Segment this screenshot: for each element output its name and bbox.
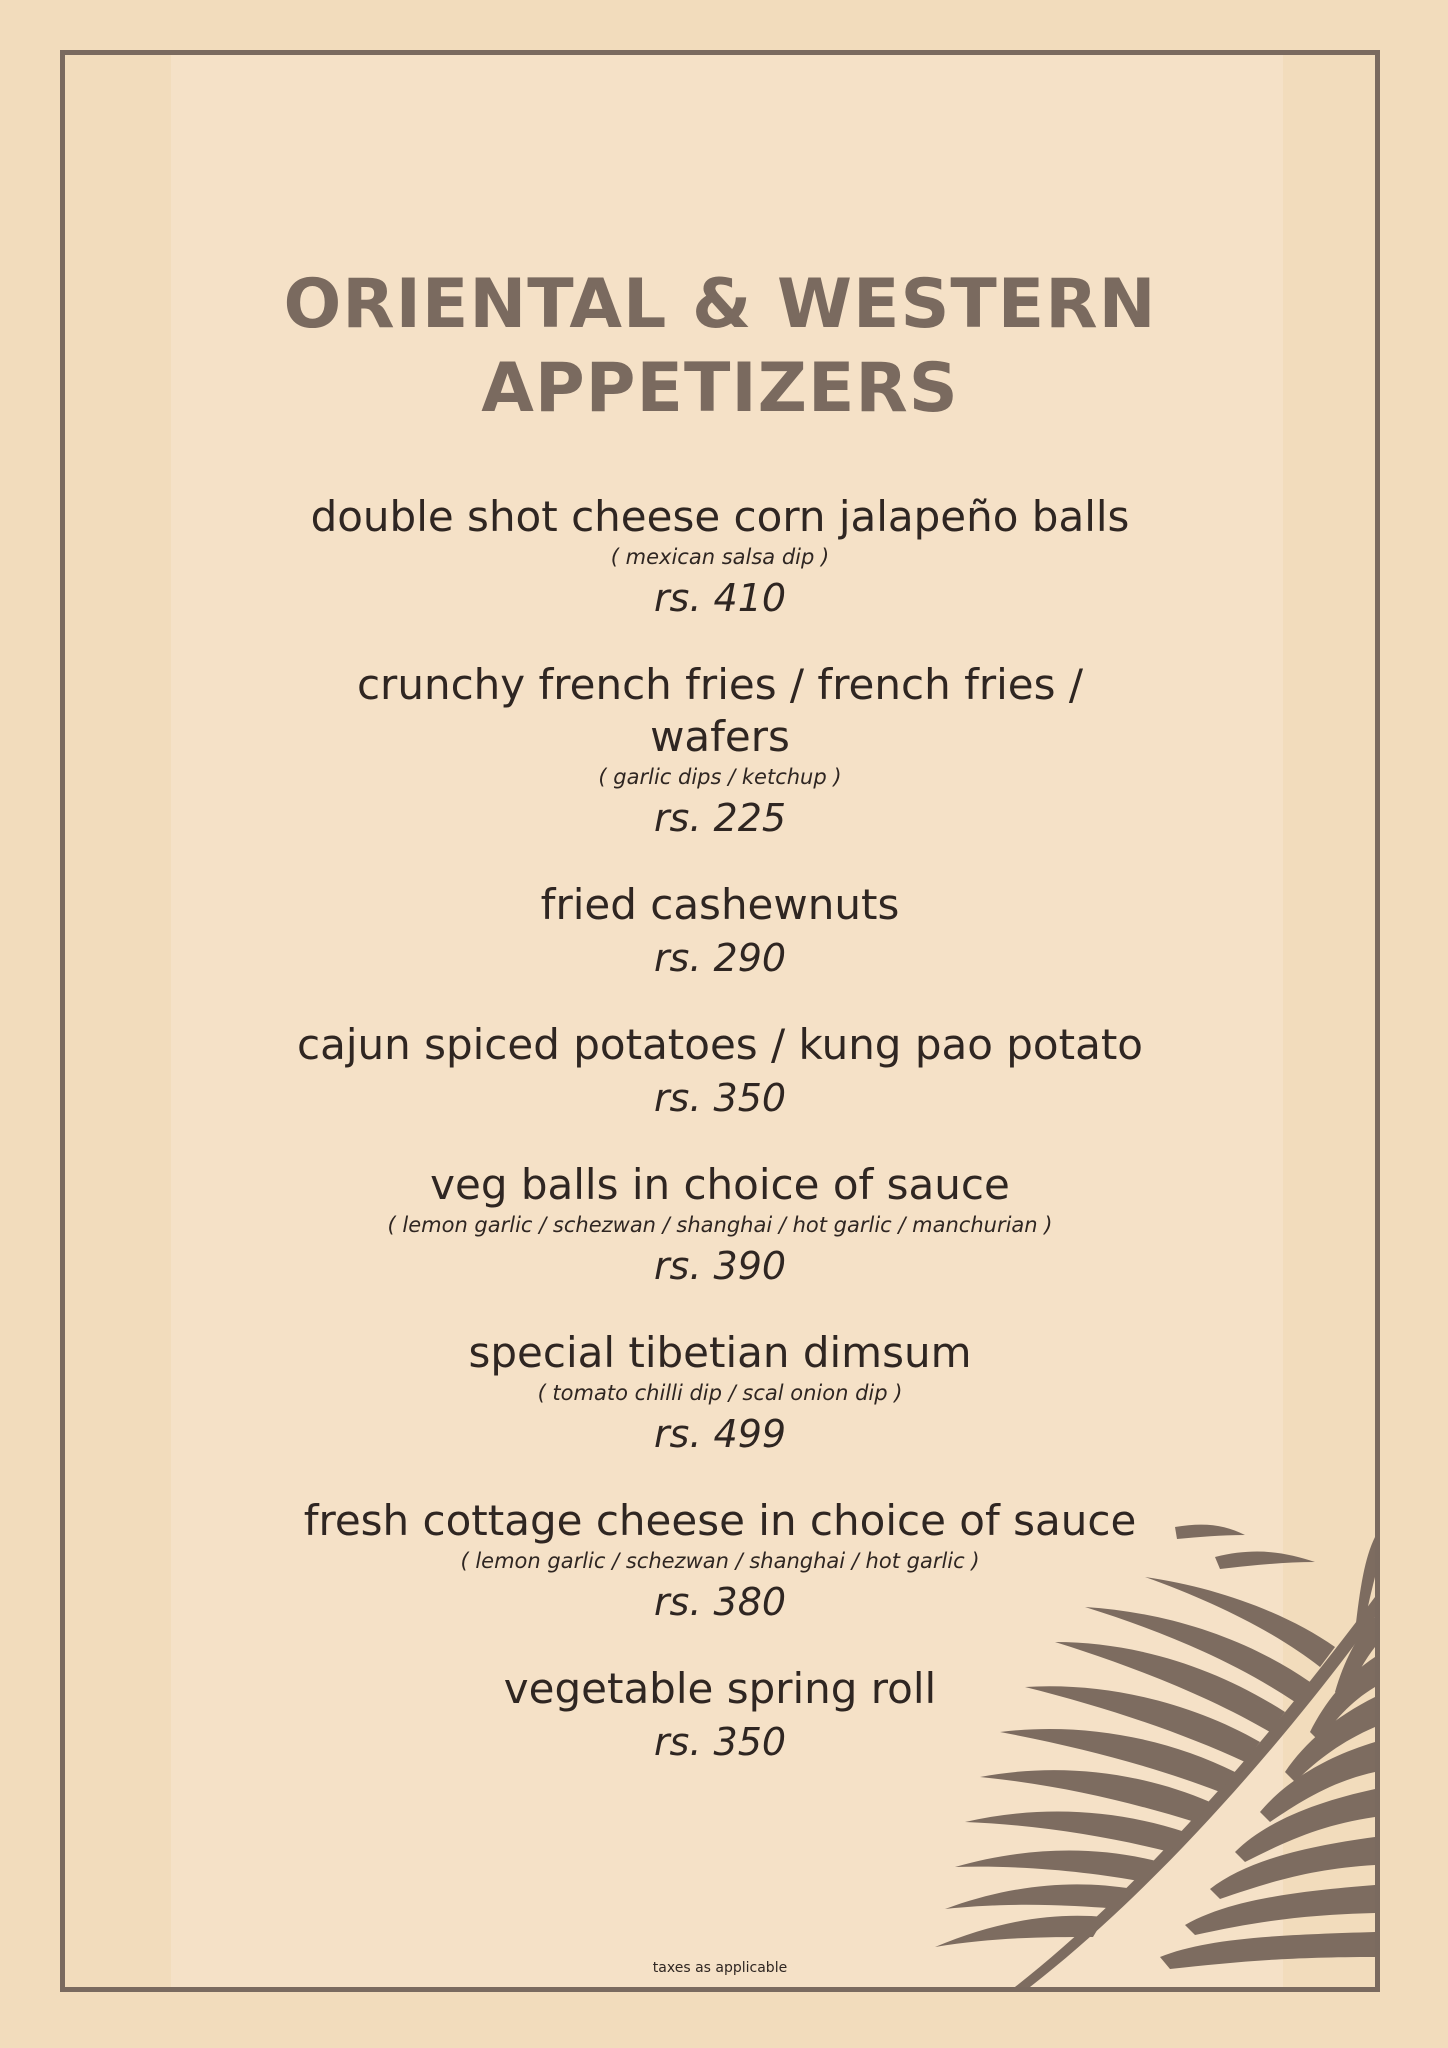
item-price: rs. 499	[653, 1412, 787, 1456]
item-name: veg balls in choice of sauce	[430, 1160, 1010, 1209]
item-name: vegetable spring roll	[503, 1664, 937, 1713]
item-description: ( mexican salsa dip )	[610, 545, 830, 569]
menu-item	[65, 659, 1375, 845]
menu-item	[65, 491, 1375, 625]
item-name: fresh cottage cheese in choice of sauce	[303, 1496, 1137, 1545]
menu-item	[65, 1663, 1375, 1769]
menu-content	[65, 55, 1375, 1803]
item-price: rs. 380	[653, 1580, 787, 1624]
item-price: rs. 350	[653, 1720, 787, 1764]
menu-items	[65, 491, 1375, 1769]
item-price: rs. 290	[653, 936, 787, 980]
item-description: ( lemon garlic / schezwan / shanghai / hot garlic )	[460, 1549, 980, 1573]
item-name: cajun spiced potatoes / kung pao potato	[297, 1020, 1143, 1069]
item-name: double shot cheese corn jalapeño balls	[310, 492, 1130, 541]
item-description: ( tomato chilli dip / scal onion dip )	[537, 1381, 903, 1405]
menu-item	[65, 1495, 1375, 1629]
menu-title-line-1: ORIENTAL & WESTERN	[283, 265, 1157, 344]
taxes-note: taxes as applicable	[652, 1960, 788, 1976]
menu-title	[65, 263, 1375, 431]
item-price: rs. 225	[653, 796, 787, 840]
menu-title-line-2: APPETIZERS	[481, 349, 959, 428]
item-price: rs. 350	[653, 1076, 787, 1120]
item-name: special tibetian dimsum	[468, 1328, 972, 1377]
menu-item	[65, 1327, 1375, 1461]
item-name: fried cashewnuts	[540, 880, 900, 929]
menu-frame	[60, 50, 1380, 1992]
item-price: rs. 390	[653, 1244, 787, 1288]
menu-item	[65, 879, 1375, 985]
menu-item	[65, 1019, 1375, 1125]
item-name: crunchy french fries / french fries / wafers	[356, 660, 1084, 761]
item-price: rs. 410	[653, 576, 787, 620]
menu-item	[65, 1159, 1375, 1293]
item-description: ( lemon garlic / schezwan / shanghai / hot garlic / manchurian )	[387, 1213, 1053, 1237]
item-description: ( garlic dips / ketchup )	[598, 765, 842, 789]
